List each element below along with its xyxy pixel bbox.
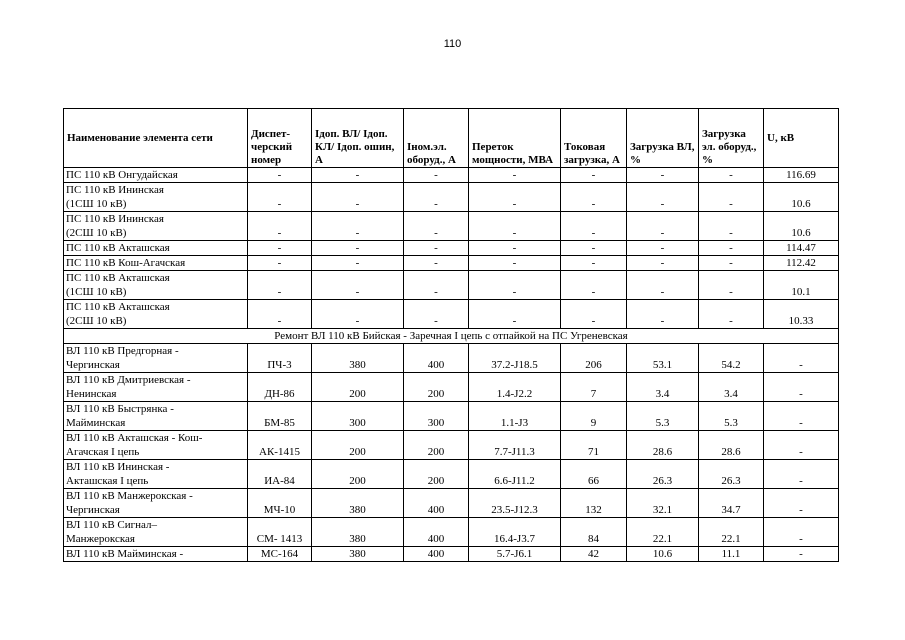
table-cell: - xyxy=(764,373,839,402)
table-cell: 26.3 xyxy=(627,460,699,489)
table-row xyxy=(64,256,839,271)
table-cell: - xyxy=(561,256,627,271)
table-cell: - xyxy=(469,300,561,329)
table-cell: - xyxy=(469,183,561,212)
table-cell: 37.2-J18.5 xyxy=(469,344,561,373)
table-cell: - xyxy=(561,241,627,256)
table-cell: 300 xyxy=(404,402,469,431)
table-cell: 32.1 xyxy=(627,489,699,518)
table-cell: - xyxy=(627,168,699,183)
table-cell: 380 xyxy=(312,518,404,547)
table-cell: 300 xyxy=(312,402,404,431)
table-cell: - xyxy=(404,241,469,256)
table-cell: - xyxy=(699,168,764,183)
table-cell: - xyxy=(561,300,627,329)
table-cell: - xyxy=(699,256,764,271)
column-header: Iном.эл. оборуд., А xyxy=(404,109,469,168)
table-cell: 28.6 xyxy=(699,431,764,460)
table-cell: - xyxy=(627,183,699,212)
table-cell: 200 xyxy=(312,373,404,402)
table-cell: 1.1-J3 xyxy=(469,402,561,431)
table-cell: - xyxy=(627,241,699,256)
table-cell: СМ- 1413 xyxy=(248,518,312,547)
table-row xyxy=(64,212,839,241)
table-row xyxy=(64,241,839,256)
table-row xyxy=(64,547,839,562)
table-cell-name: ВЛ 110 кВ Предгорная - Чергинская xyxy=(64,344,248,373)
table-cell: - xyxy=(764,547,839,562)
table-cell: - xyxy=(469,212,561,241)
table-cell: 5.3 xyxy=(699,402,764,431)
table-cell: - xyxy=(312,183,404,212)
table-cell-name: ВЛ 110 кВ Акташская - Кош- Агачская I цепь xyxy=(64,431,248,460)
table-cell: - xyxy=(404,183,469,212)
table-cell: - xyxy=(404,271,469,300)
table-cell-name: ПС 110 кВ Онгудайская xyxy=(64,168,248,183)
table-cell: 7.7-J11.3 xyxy=(469,431,561,460)
table-header-row xyxy=(64,109,839,168)
table-cell: 3.4 xyxy=(627,373,699,402)
table-cell: 200 xyxy=(404,431,469,460)
table-row xyxy=(64,373,839,402)
table-cell: 53.1 xyxy=(627,344,699,373)
table-cell: - xyxy=(764,489,839,518)
table-cell: 400 xyxy=(404,344,469,373)
table-cell: 28.6 xyxy=(627,431,699,460)
table-cell: - xyxy=(627,300,699,329)
table-cell: 10.33 xyxy=(764,300,839,329)
table-row xyxy=(64,271,839,300)
table-cell: - xyxy=(404,168,469,183)
column-header: Наименование элемента сети xyxy=(64,109,248,168)
table-cell: - xyxy=(561,168,627,183)
table-cell: - xyxy=(248,300,312,329)
column-header: U, кВ xyxy=(764,109,839,168)
table-cell: - xyxy=(561,212,627,241)
section-row xyxy=(64,329,839,344)
table-cell: 22.1 xyxy=(699,518,764,547)
table-row xyxy=(64,489,839,518)
table-cell-name: ВЛ 110 кВ Манжерокская - Чергинская xyxy=(64,489,248,518)
table-cell: 114.47 xyxy=(764,241,839,256)
table-cell: - xyxy=(561,271,627,300)
table-row xyxy=(64,300,839,329)
table-cell: - xyxy=(699,241,764,256)
table-cell: ДН-86 xyxy=(248,373,312,402)
table-cell-name: ВЛ 110 кВ Майминская - xyxy=(64,547,248,562)
table-cell: 400 xyxy=(404,547,469,562)
table-cell: - xyxy=(404,212,469,241)
table-cell: - xyxy=(627,212,699,241)
table-cell: 54.2 xyxy=(699,344,764,373)
table-cell: 206 xyxy=(561,344,627,373)
table-cell: - xyxy=(764,402,839,431)
table-cell: - xyxy=(248,212,312,241)
table-cell: - xyxy=(312,168,404,183)
table-cell-name: ВЛ 110 кВ Ининская - Акташская I цепь xyxy=(64,460,248,489)
section-title: Ремонт ВЛ 110 кВ Бийская - Заречная I цепь с отпайкой на ПС Угреневская xyxy=(64,329,839,344)
table-cell: - xyxy=(627,256,699,271)
table-cell-name: ВЛ 110 кВ Быстрянка - Майминская xyxy=(64,402,248,431)
table-cell-name: ВЛ 110 кВ Сигнал– Манжерокская xyxy=(64,518,248,547)
table-cell: 200 xyxy=(404,373,469,402)
table-cell: МЧ-10 xyxy=(248,489,312,518)
table-cell: - xyxy=(699,271,764,300)
table-cell: 132 xyxy=(561,489,627,518)
table-cell: - xyxy=(764,460,839,489)
table-cell: 5.3 xyxy=(627,402,699,431)
table-cell: 7 xyxy=(561,373,627,402)
table-cell: 10.6 xyxy=(764,183,839,212)
table-row xyxy=(64,460,839,489)
table-row xyxy=(64,518,839,547)
table-cell-name: ПС 110 кВ Кош-Агачская xyxy=(64,256,248,271)
table-row xyxy=(64,168,839,183)
table-cell: - xyxy=(404,300,469,329)
table-cell: 380 xyxy=(312,344,404,373)
table-cell: 1.4-J2.2 xyxy=(469,373,561,402)
page-number: 110 xyxy=(443,38,462,50)
table-row xyxy=(64,431,839,460)
table-cell: - xyxy=(627,271,699,300)
table-cell: - xyxy=(248,183,312,212)
table-cell: БМ-85 xyxy=(248,402,312,431)
table-cell: - xyxy=(248,256,312,271)
table-cell: - xyxy=(248,168,312,183)
column-header: Iдоп. ВЛ/ Iдоп. КЛ/ Iдоп. ошин, А xyxy=(312,109,404,168)
table-cell-name: ВЛ 110 кВ Дмитриевская - Ненинская xyxy=(64,373,248,402)
table-cell: 6.6-J11.2 xyxy=(469,460,561,489)
table-cell-name: ПС 110 кВ Ининская (2СШ 10 кВ) xyxy=(64,212,248,241)
table-cell: 5.7-J6.1 xyxy=(469,547,561,562)
table-cell: 200 xyxy=(404,460,469,489)
table-cell: 112.42 xyxy=(764,256,839,271)
table-cell: - xyxy=(764,518,839,547)
table-cell: - xyxy=(469,271,561,300)
table-cell: - xyxy=(312,241,404,256)
table-cell: - xyxy=(312,256,404,271)
table-cell: 380 xyxy=(312,489,404,518)
table-cell: ПЧ-3 xyxy=(248,344,312,373)
table-cell: МС-164 xyxy=(248,547,312,562)
table-cell: - xyxy=(699,300,764,329)
table-cell: - xyxy=(764,431,839,460)
network-load-table xyxy=(63,108,839,562)
table-cell: - xyxy=(312,271,404,300)
table-cell: 84 xyxy=(561,518,627,547)
table-cell: 26.3 xyxy=(699,460,764,489)
table-cell: - xyxy=(699,183,764,212)
table-cell: - xyxy=(469,241,561,256)
table-cell-name: ПС 110 кВ Акташская (2СШ 10 кВ) xyxy=(64,300,248,329)
table-cell: 22.1 xyxy=(627,518,699,547)
table-cell-name: ПС 110 кВ Ининская (1СШ 10 кВ) xyxy=(64,183,248,212)
column-header: Загрузка ВЛ, % xyxy=(627,109,699,168)
column-header: Диспет-черский номер xyxy=(248,109,312,168)
table-cell: 380 xyxy=(312,547,404,562)
table-cell: - xyxy=(248,241,312,256)
column-header: Загрузка эл. оборуд., % xyxy=(699,109,764,168)
table-cell: - xyxy=(312,300,404,329)
table-cell: 116.69 xyxy=(764,168,839,183)
table-cell: 10.1 xyxy=(764,271,839,300)
table-cell: - xyxy=(469,168,561,183)
table-cell: - xyxy=(764,344,839,373)
table-cell: - xyxy=(561,183,627,212)
column-header: Токовая загрузка, А xyxy=(561,109,627,168)
table-cell: 66 xyxy=(561,460,627,489)
table-cell: - xyxy=(248,271,312,300)
table-cell: - xyxy=(404,256,469,271)
table-cell: 10.6 xyxy=(764,212,839,241)
table-cell: - xyxy=(312,212,404,241)
table-row xyxy=(64,183,839,212)
table-cell: - xyxy=(469,256,561,271)
table-cell: 71 xyxy=(561,431,627,460)
table-row xyxy=(64,402,839,431)
table-cell: 10.6 xyxy=(627,547,699,562)
table-cell: АК-1415 xyxy=(248,431,312,460)
table-row xyxy=(64,344,839,373)
table-cell: 3.4 xyxy=(699,373,764,402)
table-cell: 200 xyxy=(312,460,404,489)
table-cell: 11.1 xyxy=(699,547,764,562)
table-cell: 400 xyxy=(404,518,469,547)
table-cell: 42 xyxy=(561,547,627,562)
table-cell-name: ПС 110 кВ Акташская (1СШ 10 кВ) xyxy=(64,271,248,300)
table-cell: 200 xyxy=(312,431,404,460)
table-cell: 23.5-J12.3 xyxy=(469,489,561,518)
table-cell: - xyxy=(699,212,764,241)
table-cell: ИА-84 xyxy=(248,460,312,489)
table-cell: 400 xyxy=(404,489,469,518)
column-header: Переток мощности, МВА xyxy=(469,109,561,168)
table-cell-name: ПС 110 кВ Акташская xyxy=(64,241,248,256)
table-cell: 9 xyxy=(561,402,627,431)
table-cell: 16.4-J3.7 xyxy=(469,518,561,547)
table-cell: 34.7 xyxy=(699,489,764,518)
